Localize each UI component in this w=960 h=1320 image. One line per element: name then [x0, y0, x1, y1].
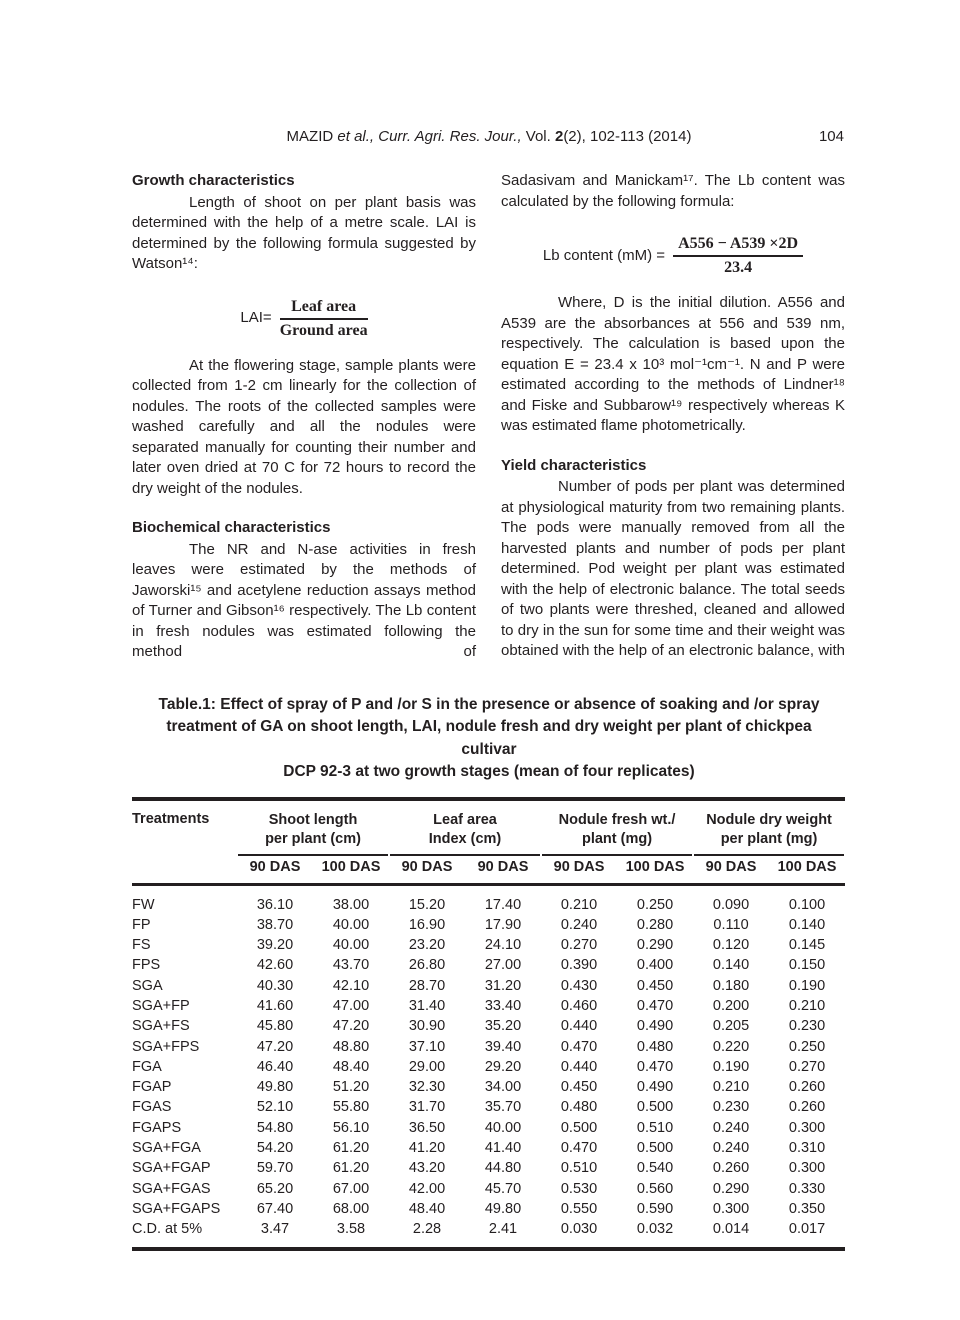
- table-row: [132, 1219, 845, 1248]
- group-label-line: Nodule fresh wt./: [558, 811, 676, 828]
- value-cell: 0.270: [788, 1058, 826, 1075]
- value-cell: 0.200: [712, 997, 750, 1014]
- column-group-shoot-length: [237, 799, 389, 856]
- treatment-cell: SGA+FGA: [132, 1140, 201, 1157]
- value-cell: 67.40: [256, 1200, 294, 1217]
- value-cell: 0.470: [560, 1038, 598, 1055]
- value-cell: 0.530: [560, 1180, 598, 1197]
- value-cell: 0.110: [713, 916, 749, 933]
- subcolumn-header: 90 DAS: [401, 858, 453, 875]
- value-cell: 38.00: [332, 896, 370, 913]
- table-header: [132, 799, 845, 885]
- subcolumn-header: 100 DAS: [321, 858, 381, 875]
- value-cell: 43.70: [332, 957, 370, 974]
- value-cell: 0.460: [560, 997, 598, 1014]
- value-cell: 0.190: [788, 977, 826, 994]
- table-row: [132, 1118, 845, 1138]
- value-cell: 44.80: [484, 1160, 522, 1177]
- value-cell: 31.20: [484, 977, 522, 994]
- value-cell: 32.30: [408, 1079, 446, 1096]
- value-cell: 28.70: [408, 977, 446, 994]
- value-cell: 40.30: [256, 977, 294, 994]
- value-cell: 31.40: [408, 997, 446, 1014]
- citation-author: MAZID: [286, 128, 338, 145]
- value-cell: 0.300: [788, 1119, 826, 1136]
- value-cell: 0.480: [560, 1099, 598, 1116]
- value-cell: 0.030: [560, 1221, 598, 1238]
- value-cell: 17.90: [484, 916, 522, 933]
- journal-citation: [287, 128, 692, 146]
- value-cell: 0.210: [560, 896, 598, 913]
- table-row: [132, 1016, 845, 1036]
- subcolumn-header: 100 DAS: [777, 858, 837, 875]
- value-cell: 16.90: [408, 916, 446, 933]
- value-cell: 0.260: [788, 1079, 826, 1096]
- fraction: [673, 234, 803, 278]
- value-cell: 33.40: [484, 997, 522, 1014]
- value-cell: 48.80: [332, 1038, 370, 1055]
- value-cell: 17.40: [484, 896, 522, 913]
- value-cell: 0.210: [788, 997, 826, 1014]
- value-cell: 35.20: [484, 1018, 522, 1035]
- paragraph-flowering: At the flowering stage, sample plants were collected from 1-2 cm linearly for the collection of nodules. The roots of the collected samples were washed carefully and all the nodules were separated manually for counting their number and later oven dried at 70 C for 72 hours to record the dry weight of the nodules.: [132, 356, 476, 497]
- value-cell: 0.350: [788, 1200, 826, 1217]
- subcolumn-header: 100 DAS: [625, 858, 685, 875]
- value-cell: 47.20: [256, 1038, 294, 1055]
- group-label-line: Shoot length: [268, 811, 358, 828]
- value-cell: 0.490: [636, 1079, 674, 1096]
- value-cell: 49.80: [256, 1079, 294, 1096]
- running-head: [132, 128, 846, 146]
- treatment-cell: SGA+FGAS: [132, 1180, 211, 1197]
- treatment-cell: FS: [132, 937, 151, 954]
- value-cell: 43.20: [408, 1160, 446, 1177]
- column-group-nodule-dry: [693, 799, 845, 856]
- lb-content-formula: [501, 234, 845, 278]
- paragraph-dilution: Where, D is the initial dilution. A556 and A539 are the absorbances at 556 and 539 nm, respectively. The calculation is based upon the equation E = 23.4 x 10³ mol⁻¹cm⁻¹. N and P were estimated according to the methods of Lindner¹⁸ and Fiske and Subbarow¹⁹ respectively whereas K was estimated flame photometrically.: [501, 294, 845, 434]
- value-cell: 48.40: [408, 1200, 446, 1217]
- value-cell: 65.20: [256, 1180, 294, 1197]
- section-heading-yield: Yield characteristics: [501, 456, 647, 474]
- value-cell: 0.260: [788, 1099, 826, 1116]
- value-cell: 0.190: [712, 1058, 750, 1075]
- value-cell: 0.390: [560, 957, 598, 974]
- value-cell: 67.00: [332, 1180, 370, 1197]
- treatment-cell: FGAPS: [132, 1119, 182, 1136]
- value-cell: 0.230: [712, 1099, 750, 1116]
- value-cell: 0.500: [636, 1140, 674, 1157]
- value-cell: 47.00: [332, 997, 370, 1014]
- value-cell: 0.032: [636, 1221, 674, 1238]
- value-cell: 0.014: [712, 1221, 750, 1238]
- value-cell: 0.510: [560, 1160, 598, 1177]
- value-cell: 52.10: [256, 1099, 294, 1116]
- citation-journal: et al., Curr. Agri. Res. Jour.,: [337, 128, 522, 145]
- value-cell: 0.550: [560, 1200, 598, 1217]
- value-cell: 3.47: [260, 1221, 290, 1238]
- value-cell: 42.10: [332, 977, 370, 994]
- value-cell: 0.150: [788, 957, 826, 974]
- value-cell: 0.017: [788, 1221, 826, 1238]
- table-row: [132, 1077, 845, 1097]
- value-cell: 0.540: [636, 1160, 674, 1177]
- value-cell: 0.230: [788, 1018, 826, 1035]
- column-header-treatments: Treatments: [132, 810, 210, 827]
- page-content: [132, 0, 846, 1251]
- value-cell: 0.300: [788, 1160, 826, 1177]
- value-cell: 29.20: [484, 1058, 522, 1075]
- column-group-nodule-fresh: [541, 799, 693, 856]
- fraction-denominator: Ground area: [279, 321, 368, 339]
- value-cell: 31.70: [408, 1099, 446, 1116]
- value-cell: 0.140: [788, 916, 826, 933]
- value-cell: 3.58: [336, 1221, 366, 1238]
- treatment-cell: SGA+FS: [132, 1018, 190, 1035]
- value-cell: 0.480: [636, 1038, 674, 1055]
- value-cell: 0.500: [560, 1119, 598, 1136]
- subcolumn-header: 90 DAS: [553, 858, 605, 875]
- table-row: [132, 1097, 845, 1117]
- value-cell: 29.00: [408, 1058, 446, 1075]
- left-column: [132, 171, 476, 663]
- value-cell: 36.10: [256, 896, 294, 913]
- fraction-numerator: A556 − A539 ×2D: [673, 234, 803, 257]
- value-cell: 0.100: [788, 896, 826, 913]
- value-cell: 61.20: [332, 1160, 370, 1177]
- paragraph-yield: Number of pods per plant was determined at physiological maturity from two remaining plants. The pods were manually removed from all the harvested plants and number of pods per plant determined. Pod weight per plant was estimated with the help of electronic balance. The total seeds of two plants were threshed, cleaned and allowed to dry in the sun for some time and their weight was obtained with the help of an electronic balance, with: [501, 478, 845, 659]
- value-cell: 42.00: [408, 1180, 446, 1197]
- treatment-cell: SGA+FGAP: [132, 1160, 211, 1177]
- treatment-cell: SGA+FGAPS: [132, 1200, 221, 1217]
- value-cell: 0.490: [636, 1018, 674, 1035]
- table-row: [132, 1158, 845, 1178]
- value-cell: 0.300: [712, 1200, 750, 1217]
- value-cell: 51.20: [332, 1079, 370, 1096]
- treatment-cell: SGA+FP: [132, 997, 190, 1014]
- page-number: 104: [818, 128, 844, 145]
- citation-issue-pages: (2), 102-113 (2014): [563, 128, 692, 145]
- treatment-cell: FW: [132, 896, 155, 913]
- value-cell: 0.470: [636, 1058, 674, 1075]
- table-row: [132, 1057, 845, 1077]
- value-cell: 49.80: [484, 1200, 522, 1217]
- citation-volume: 2: [554, 128, 564, 145]
- subcolumn-header: 90 DAS: [705, 858, 757, 875]
- group-label-line: plant (mg): [581, 831, 653, 847]
- value-cell: 0.205: [712, 1018, 750, 1035]
- value-cell: 0.330: [788, 1180, 826, 1197]
- value-cell: 0.180: [712, 977, 750, 994]
- value-cell: 15.20: [408, 896, 446, 913]
- value-cell: 2.28: [412, 1221, 442, 1238]
- value-cell: 0.250: [636, 896, 674, 913]
- value-cell: 41.60: [256, 997, 294, 1014]
- group-label-line: Leaf area: [433, 811, 497, 828]
- value-cell: 45.80: [256, 1018, 294, 1035]
- value-cell: 37.10: [408, 1038, 446, 1055]
- value-cell: 0.400: [636, 957, 674, 974]
- treatment-cell: SGA+FPS: [132, 1038, 200, 1055]
- value-cell: 45.70: [484, 1180, 522, 1197]
- table-row: [132, 1138, 845, 1158]
- value-cell: 0.430: [560, 977, 598, 994]
- value-cell: 0.280: [636, 916, 674, 933]
- value-cell: 0.240: [712, 1140, 750, 1157]
- value-cell: 24.10: [484, 937, 522, 954]
- treatment-cell: FGAP: [132, 1079, 172, 1096]
- value-cell: 54.80: [256, 1119, 294, 1136]
- value-cell: 61.20: [332, 1140, 370, 1157]
- value-cell: 0.260: [712, 1160, 750, 1177]
- paragraph-growth: Length of shoot on per plant basis was determined with the help of a metre scale. LAI is determined by the following formula suggested by Watson¹⁴:: [132, 193, 476, 272]
- value-cell: 0.140: [712, 957, 750, 974]
- value-cell: 0.560: [636, 1180, 674, 1197]
- table-row: [132, 1199, 845, 1219]
- citation-vol-prefix: Vol.: [521, 128, 555, 145]
- paragraph-biochemical: The NR and N-ase activities in fresh leaves were estimated by the methods of Jaworski¹⁵ and acetylene reduction assays method of Turner and Gibson¹⁶ respectively. The Lb content in fresh nodules was estimated following the method of: [132, 540, 476, 660]
- value-cell: 41.40: [484, 1140, 522, 1157]
- table-row: [132, 1179, 845, 1199]
- treatment-cell: FGA: [132, 1058, 162, 1075]
- value-cell: 0.440: [560, 1058, 598, 1075]
- value-cell: 0.270: [560, 937, 598, 954]
- value-cell: 42.60: [256, 957, 294, 974]
- table-row: [132, 1037, 845, 1057]
- value-cell: 0.210: [712, 1079, 750, 1096]
- table-1: [132, 797, 845, 1251]
- value-cell: 0.120: [712, 937, 750, 954]
- group-label-line: Index (cm): [428, 831, 502, 847]
- formula-lhs: Lb content (mM) =: [542, 246, 666, 264]
- column-group-leaf-area: [389, 799, 541, 856]
- value-cell: 36.50: [408, 1119, 446, 1136]
- value-cell: 34.00: [484, 1079, 522, 1096]
- value-cell: 0.450: [560, 1079, 598, 1096]
- treatment-cell: C.D. at 5%: [132, 1221, 203, 1238]
- formula-lhs: LAI=: [240, 309, 272, 327]
- table-row: [132, 884, 845, 915]
- value-cell: 0.290: [712, 1180, 750, 1197]
- value-cell: 0.310: [788, 1140, 826, 1157]
- group-label-line: Nodule dry weight: [706, 811, 832, 828]
- value-cell: 68.00: [332, 1200, 370, 1217]
- right-column: [501, 171, 845, 663]
- table-row: [132, 915, 845, 935]
- value-cell: 55.80: [332, 1099, 370, 1116]
- table-row: [132, 996, 845, 1016]
- value-cell: 0.450: [636, 977, 674, 994]
- value-cell: 0.440: [560, 1018, 598, 1035]
- value-cell: 0.090: [712, 896, 750, 913]
- caption-line: treatment of GA on shoot length, LAI, nodule fresh and dry weight per plant of chickpea cultivar: [166, 718, 812, 758]
- caption-line: Table.1: Effect of spray of P and /or S in the presence or absence of soaking and /or spray: [158, 695, 820, 713]
- section-heading-biochemical: Biochemical characteristics: [132, 519, 331, 536]
- treatment-cell: SGA: [132, 977, 163, 994]
- group-label-line: per plant (mg): [720, 831, 818, 847]
- value-cell: 40.00: [332, 937, 370, 954]
- treatment-cell: FP: [132, 916, 151, 933]
- value-cell: 40.00: [484, 1119, 522, 1136]
- value-cell: 0.470: [560, 1140, 598, 1157]
- value-cell: 2.41: [488, 1221, 518, 1238]
- value-cell: 56.10: [332, 1119, 370, 1136]
- value-cell: 38.70: [256, 916, 294, 933]
- value-cell: 48.40: [332, 1058, 370, 1075]
- treatment-cell: FPS: [132, 957, 161, 974]
- value-cell: 0.250: [788, 1038, 826, 1055]
- value-cell: 0.240: [560, 916, 598, 933]
- value-cell: 35.70: [484, 1099, 522, 1116]
- value-cell: 0.290: [636, 937, 674, 954]
- treatment-cell: FGAS: [132, 1099, 172, 1116]
- value-cell: 41.20: [408, 1140, 446, 1157]
- table-body: [132, 884, 845, 1249]
- lai-formula: [132, 297, 476, 341]
- value-cell: 39.40: [484, 1038, 522, 1055]
- value-cell: 0.470: [636, 997, 674, 1014]
- value-cell: 0.590: [636, 1200, 674, 1217]
- value-cell: 0.145: [788, 937, 826, 954]
- subcolumn-header: 90 DAS: [249, 858, 301, 875]
- table-row: [132, 976, 845, 996]
- value-cell: 0.220: [712, 1038, 750, 1055]
- value-cell: 59.70: [256, 1160, 294, 1177]
- value-cell: 39.20: [256, 937, 294, 954]
- table-row: [132, 935, 845, 955]
- value-cell: 0.240: [712, 1119, 750, 1136]
- section-heading-growth: Growth characteristics: [132, 172, 295, 189]
- table-row: [132, 955, 845, 975]
- fraction: [280, 297, 368, 341]
- value-cell: 27.00: [484, 957, 522, 974]
- fraction-numerator: Leaf area: [280, 297, 368, 320]
- fraction-denominator: 23.4: [724, 259, 753, 276]
- caption-line: DCP 92-3 at two growth stages (mean of four replicates): [283, 763, 695, 780]
- value-cell: 23.20: [408, 937, 446, 954]
- value-cell: 46.40: [256, 1058, 294, 1075]
- group-label-line: per plant (cm): [265, 831, 361, 847]
- value-cell: 30.90: [408, 1018, 446, 1035]
- table-caption: [139, 694, 839, 784]
- value-cell: 40.00: [332, 916, 370, 933]
- value-cell: 47.20: [332, 1018, 370, 1035]
- value-cell: 26.80: [408, 957, 446, 974]
- subcolumn-header: 90 DAS: [477, 858, 529, 875]
- value-cell: 0.500: [636, 1099, 674, 1116]
- value-cell: 54.20: [256, 1140, 294, 1157]
- paragraph-sadasivam: Sadasivam and Manickam¹⁷. The Lb content was calculated by the following formula:: [501, 172, 845, 210]
- two-column-body: [132, 171, 846, 663]
- value-cell: 0.510: [636, 1119, 674, 1136]
